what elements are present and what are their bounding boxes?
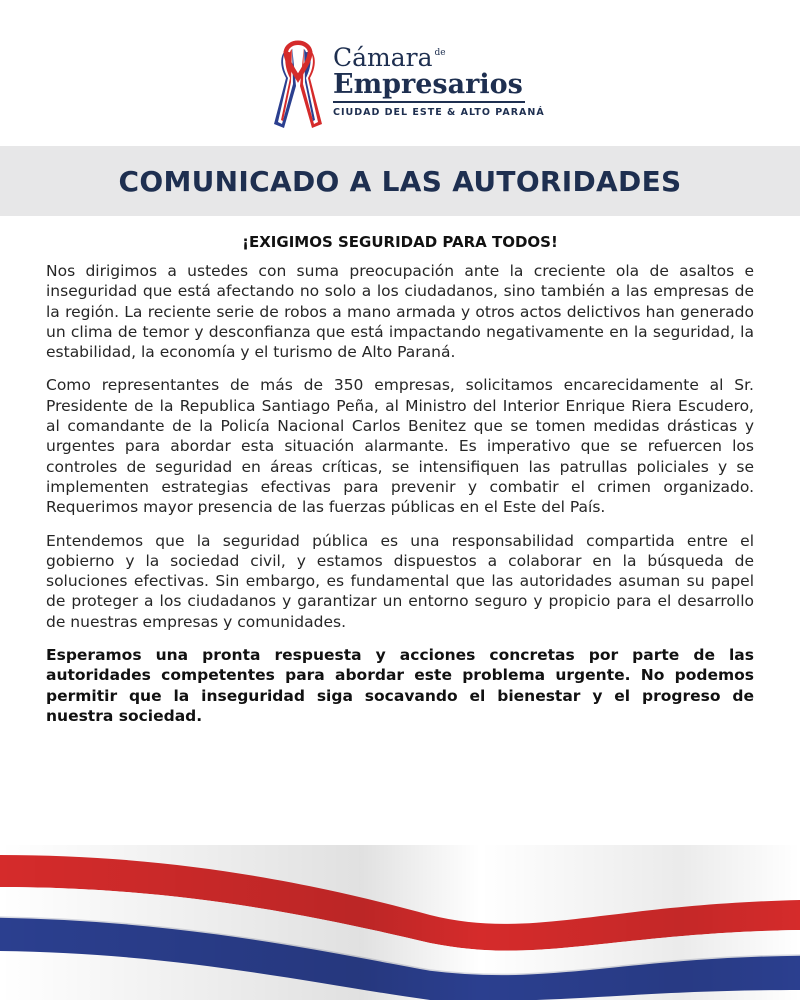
closing-paragraph: Esperamos una pronta respuesta y acciones concretas por parte de las autoridades competentes para abordar este problema urgente. No podemos permitir que la inseguridad siga socavando el bienestar y el progreso de nuestra sociedad. bbox=[46, 646, 754, 725]
brand-name-line1 bbox=[333, 40, 525, 71]
brand-subtitle: CIUDAD DEL ESTE & ALTO PARANÁ bbox=[333, 101, 525, 118]
brand-camara: Cámara bbox=[333, 43, 433, 72]
letter-subtitle: ¡EXIGIMOS SEGURIDAD PARA TODOS! bbox=[242, 233, 558, 251]
flag-ribbon-icon bbox=[272, 38, 324, 130]
letter-body bbox=[46, 232, 754, 739]
paragraph-2: Como representantes de más de 350 empresas, solicitamos encarecidamente al Sr. Presidente de la Republica Santiago Peña, al Ministro del Interior Enrique Riera Escudero, al comandante de la Policía Nacional Carlos Benitez que se tomen medidas drásticas y urgentes para abordar esta situación alarmante. Es imperativo que se refuercen los controles de seguridad en áreas críticas, se intensifiquen las patrullas policiales y se implementen estrategias efectivas para prevenir y combatir el crimen organizado. Requerimos mayor presencia de las fuerzas públicas en el Este del País. bbox=[46, 376, 754, 517]
paragraph-3: Entendemos que la seguridad pública es una responsabilidad compartida entre el gobierno y la sociedad civil, y estamos dispuestos a colaborar en la búsqueda de soluciones efectivas. Sin embargo, es fundamental que las autoridades asuman su papel de proteger a los ciudadanos y garantizar un entorno seguro y propicio para el desarrollo de nuestras empresas y comunidades. bbox=[46, 531, 754, 631]
brand bbox=[333, 40, 545, 118]
brand-name-line2: Empresarios bbox=[333, 69, 523, 100]
brand-de: de bbox=[434, 48, 446, 58]
title-band bbox=[0, 146, 800, 216]
page-title: COMUNICADO A LAS AUTORIDADES bbox=[118, 164, 682, 198]
paraguay-flag-wave-icon bbox=[0, 845, 800, 1000]
header bbox=[0, 0, 800, 145]
paragraph-1: Nos dirigimos a ustedes con suma preocupación ante la creciente ola de asaltos e inseguridad que está afectando no solo a los ciudadanos, sino también a las empresas de la región. La reciente serie de robos a mano armada y otros actos delictivos han generado un clima de temor y desconfianza que está impactando negativamente en la seguridad, la estabilidad, la economía y el turismo de Alto Paraná. bbox=[46, 262, 754, 362]
